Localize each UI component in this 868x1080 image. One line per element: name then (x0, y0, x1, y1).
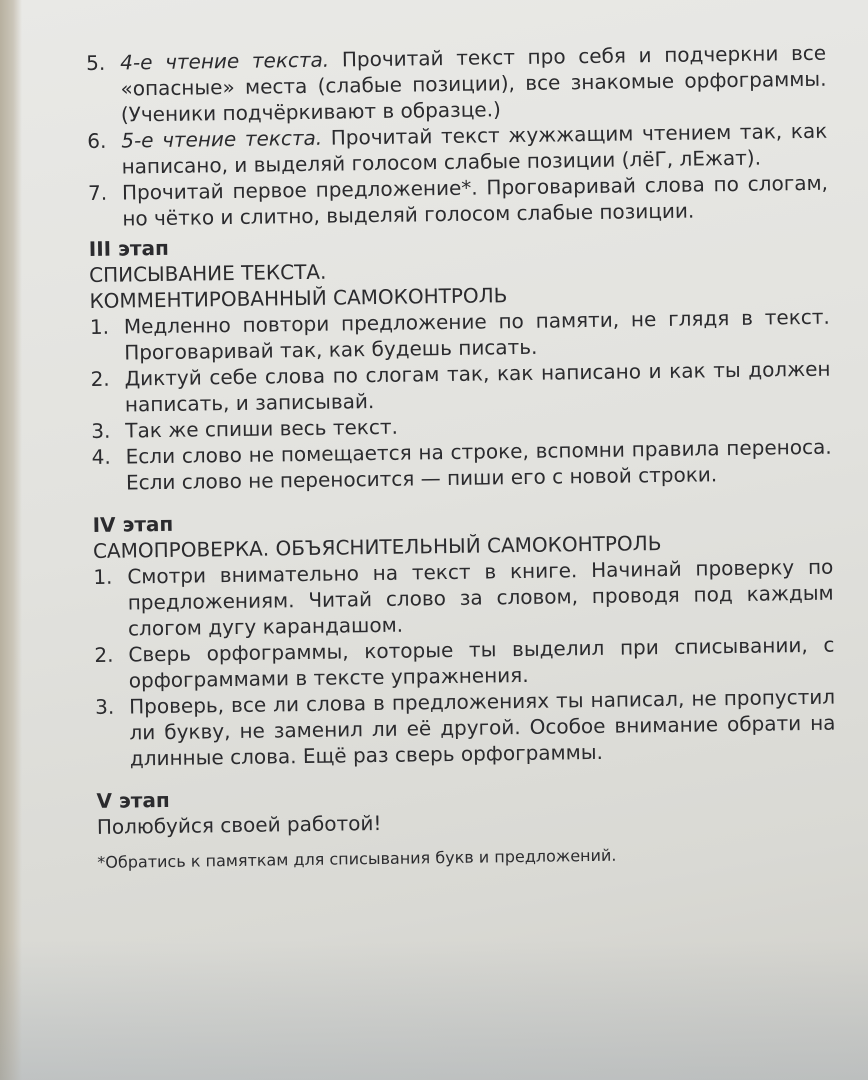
footnote: *Обратись к памяткам для списывания букв и предложений. (97, 845, 617, 872)
stage-3-subheading: КОММЕНТИРОВАННЫЙ САМОКОНТРОЛЬ (89, 283, 508, 313)
document-content (86, 40, 837, 874)
item-lead: 4-е чтение текста. (120, 47, 330, 75)
list-item (93, 554, 834, 642)
item-text: Прочитай текст жужжащим чтением так, как написано, и выделяй голосом слабые позиции (лёГ, лЕжат). (121, 118, 828, 179)
item-number: 3. (95, 694, 115, 719)
item-number: 1. (89, 314, 110, 339)
stage-4-label: IV этап (92, 511, 174, 537)
bottom-shadow (0, 940, 868, 1080)
list-item (95, 684, 836, 772)
item-text: Так же спиши весь текст. (125, 414, 399, 443)
item-text: Медленно повтори предложение по памяти, не глядя в текст. Проговаривай так, как будешь писать. (123, 304, 830, 365)
stage-5-text: Полюбуйся своей работой! (96, 810, 382, 839)
item-text: Сверь орфограммы, которые ты выделил при списывании, с орфограммами в тексте упражнения. (128, 632, 835, 693)
item-number: 2. (94, 642, 114, 667)
book-spine-shadow (0, 0, 22, 1080)
item-text: Прочитай первое предложение*. Проговаривай слова по слогам, но чётко и слитно, выделяй голосом слабые позиции. (121, 170, 829, 231)
stage-5-label: V этап (96, 787, 170, 813)
item-number: 2. (90, 366, 110, 391)
stage-3-label: III этап (88, 235, 170, 261)
item-text: Прочитай текст про себя и подчеркни все «опасные» места (слабые позиции), все знакомые орфограммы. (Ученики подчёркивают в образце.) (120, 40, 827, 127)
item-number: 7. (87, 180, 108, 205)
item-text: Смотри внимательно на текст в книге. Начинай проверку по предложениям. Читай слово за словом, проводя под каждым слогом дугу карандашом. (127, 554, 834, 641)
item-number: 3. (91, 418, 111, 443)
item-text: Диктуй себе слова по слогам так, как написано и как ты должен написать, и записывай. (124, 356, 831, 417)
item-number: 5. (86, 50, 106, 75)
item-text: Если слово не помещается на строке, вспомни правила переноса. Если слово не переносится — пиши его с новой строки. (125, 434, 832, 495)
item-number: 4. (91, 444, 111, 469)
item-lead: 5-е чтение текста. (121, 125, 323, 153)
list-item (88, 170, 829, 232)
stage-4-heading: САМОПРОВЕРКА. ОБЪЯСНИТЕЛЬНЫЙ САМОКОНТРОЛЬ (92, 531, 662, 563)
item-text: Проверь, все ли слова в предложениях ты написал, не пропустил ли букву, не заменил ли её другой. Особое внимание обрати на длинные слова. Ещё раз сверь орфограммы. (129, 684, 836, 771)
list-item (86, 40, 827, 128)
list-item (92, 434, 833, 496)
stage-3-heading: СПИСЫВАНИЕ ТЕКСТА. (88, 259, 327, 287)
item-number: 1. (93, 564, 113, 589)
item-number: 6. (87, 128, 107, 153)
